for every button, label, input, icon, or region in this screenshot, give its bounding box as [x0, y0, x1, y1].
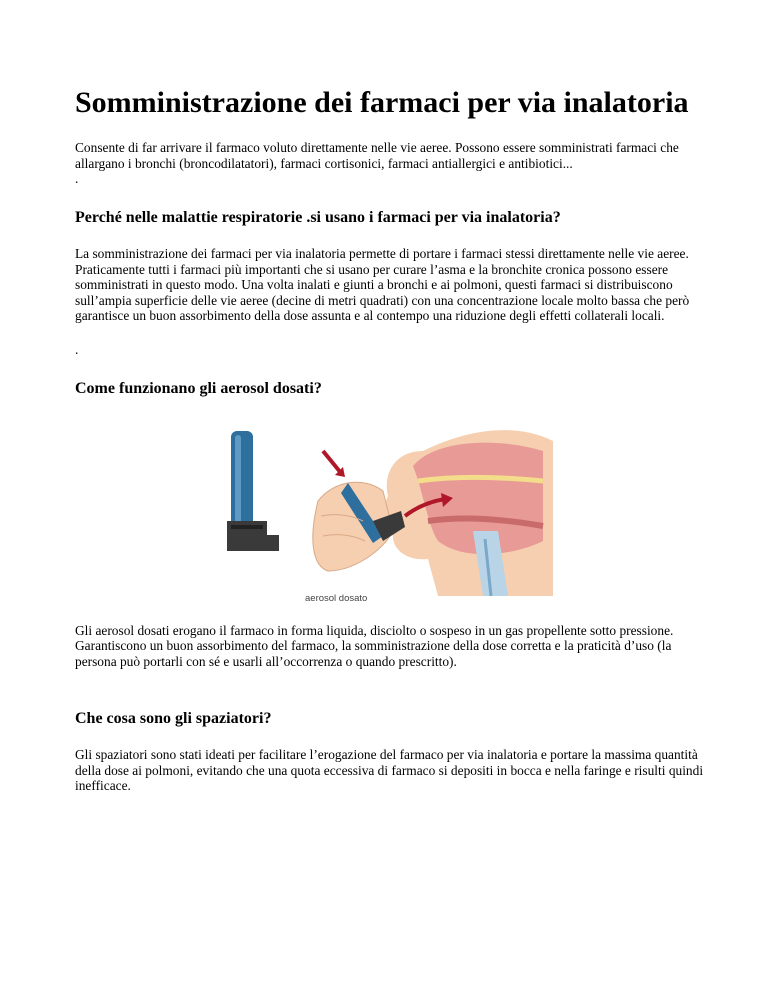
section-heading-aerosol: Come funzionano gli aerosol dosati? — [75, 379, 322, 397]
intro-paragraph: Consente di far arrivare il farmaco voluto direttamente nelle vie aeree. Possono essere somministrati farmaci che allargano i bronchi (broncodilatatori), farmaci cortisonici, farmaci antiallergici e antibiotici... — [75, 140, 679, 171]
section-heading-why: Perché nelle malattie respiratorie .si usano i farmaci per via inalatoria? — [75, 209, 561, 226]
inhaler-icon — [227, 431, 279, 551]
section-body-why: La somministrazione dei farmaci per via inalatoria permette di portare i farmaci stessi direttamente nelle vie aeree. Praticamente tutti i farmaci più importanti che si usano per curare l’asma e la bronchite cronica possono essere somministrati in questo modo. Una volta inalati e giunti a bronchi e ai polmoni, questi farmaci si distribuiscono sull’ampia superficie delle vie aeree (decine di metri quadrati) con una concentrazione locale molto bassa che però garantisce un buon assorbimento della dose assunta e al contempo una riduzione degli effetti collaterali locali. — [75, 246, 690, 323]
separator-dot: . — [75, 171, 79, 186]
page-title: Somministrazione dei farmaci per via inalatoria — [75, 86, 689, 119]
section-heading-spacers: Che cosa sono gli spaziatori? — [75, 710, 272, 727]
aerosol-illustration — [223, 421, 553, 611]
document-content — [75, 86, 705, 794]
separator-dot: . — [75, 341, 79, 357]
figure-caption: aerosol dosato — [305, 592, 368, 604]
section-body-aerosol: Gli aerosol dosati erogano il farmaco in forma liquida, disciolto o sospeso in un gas propellente sotto pressione. Garantiscono un buon assorbimento del farmaco, la somministrazione della dose corretta e la praticità d’uso (la persona può portarli con sé e usarli all’occorrenza o quando prescritto). — [75, 622, 674, 669]
press-arrow-icon — [323, 451, 341, 473]
section-body-spacers: Gli spaziatori sono stati ideati per facilitare l’erogazione del farmaco per via inalatoria e portare la massima quantità della dose ai polmoni, evitando che una quota eccessiva di farmaco si depositi in bocca e nella faringe e risulti quindi inefficace. — [75, 747, 704, 793]
inhaler-inhalation-illustration — [223, 421, 553, 601]
